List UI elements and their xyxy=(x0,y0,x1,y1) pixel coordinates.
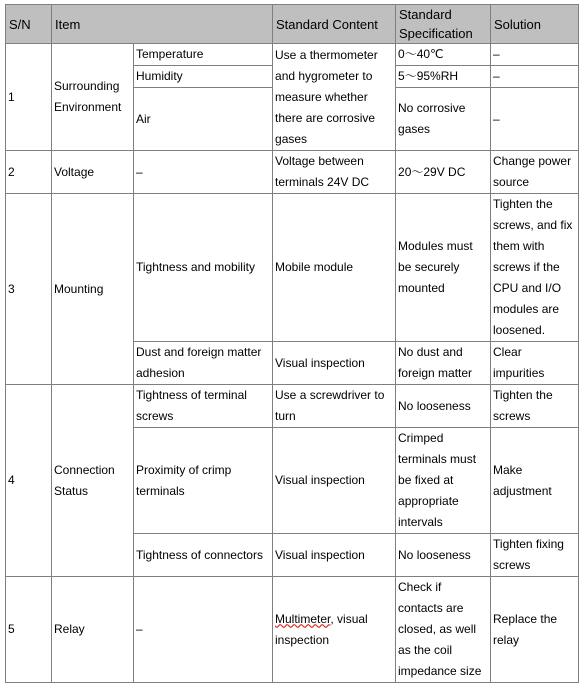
inspection-table xyxy=(5,4,579,683)
item-cell: Relay xyxy=(52,577,134,683)
sub-item-cell: Temperature xyxy=(134,44,273,66)
content-cell: Mobile module xyxy=(273,194,396,342)
table-row xyxy=(6,577,579,683)
sub-item-cell: – xyxy=(134,151,273,194)
solution-cell: Tighten the screws, and fix them with screws if the CPU and I/O modules are loosened. xyxy=(491,194,579,342)
table-row xyxy=(6,151,579,194)
content-text: , visual inspection xyxy=(275,611,368,647)
content-cell: Use a thermometer and hygrometer to measure whether there are corrosive gases xyxy=(273,44,396,151)
sub-item-cell: Humidity xyxy=(134,66,273,88)
sn-cell: 2 xyxy=(6,151,52,194)
header-row xyxy=(6,5,579,44)
solution-cell: Tighten fixing screws xyxy=(491,534,579,577)
content-cell: Visual inspection xyxy=(273,342,396,385)
sub-item-cell: Tightness of terminal screws xyxy=(134,385,273,428)
sub-item-cell: Tightness and mobility xyxy=(134,194,273,342)
table-row xyxy=(6,194,579,342)
sn-cell: 1 xyxy=(6,44,52,151)
spec-cell: No dust and foreign matter xyxy=(396,342,491,385)
spec-cell: Crimped terminals must be fixed at appropriate intervals xyxy=(396,428,491,534)
spec-cell: No looseness xyxy=(396,385,491,428)
item-cell: Mounting xyxy=(52,194,134,385)
content-cell: Use a screwdriver to turn xyxy=(273,385,396,428)
header-item: Item xyxy=(52,5,273,44)
content-cell: Voltage between terminals 24V DC xyxy=(273,151,396,194)
table-row xyxy=(6,385,579,428)
item-cell: Surrounding Environment xyxy=(52,44,134,151)
solution-cell: Tighten the screws xyxy=(491,385,579,428)
spec-cell: 0～40℃ xyxy=(396,44,491,66)
content-cell xyxy=(273,577,396,683)
sub-item-cell: Dust and foreign matter adhesion xyxy=(134,342,273,385)
sub-item-cell: Tightness of connectors xyxy=(134,534,273,577)
item-cell: Connection Status xyxy=(52,385,134,577)
spec-cell: Modules must be securely mounted xyxy=(396,194,491,342)
header-solution: Solution xyxy=(491,5,579,44)
sub-item-cell: – xyxy=(134,577,273,683)
header-sn: S/N xyxy=(6,5,52,44)
solution-cell: – xyxy=(491,88,579,151)
sub-item-cell: Proximity of crimp terminals xyxy=(134,428,273,534)
sn-cell: 5 xyxy=(6,577,52,683)
sub-item-cell: Air xyxy=(134,88,273,151)
spec-cell: 5～95%RH xyxy=(396,66,491,88)
spellcheck-word: Multimeter xyxy=(275,611,331,626)
solution-cell: Make adjustment xyxy=(491,428,579,534)
header-standard-specification: Standard Specification xyxy=(396,5,491,44)
solution-cell: – xyxy=(491,44,579,66)
solution-cell: Clear impurities xyxy=(491,342,579,385)
table-row xyxy=(6,44,579,66)
spec-cell: 20～29V DC xyxy=(396,151,491,194)
content-cell: Visual inspection xyxy=(273,428,396,534)
item-cell: Voltage xyxy=(52,151,134,194)
spec-cell: Check if contacts are closed, as well as the coil impedance size xyxy=(396,577,491,683)
solution-cell: – xyxy=(491,66,579,88)
content-cell: Visual inspection xyxy=(273,534,396,577)
solution-cell: Replace the relay xyxy=(491,577,579,683)
sn-cell: 3 xyxy=(6,194,52,385)
solution-cell: Change power source xyxy=(491,151,579,194)
sn-cell: 4 xyxy=(6,385,52,577)
header-standard-content: Standard Content xyxy=(273,5,396,44)
spec-cell: No corrosive gases xyxy=(396,88,491,151)
spec-cell: No looseness xyxy=(396,534,491,577)
